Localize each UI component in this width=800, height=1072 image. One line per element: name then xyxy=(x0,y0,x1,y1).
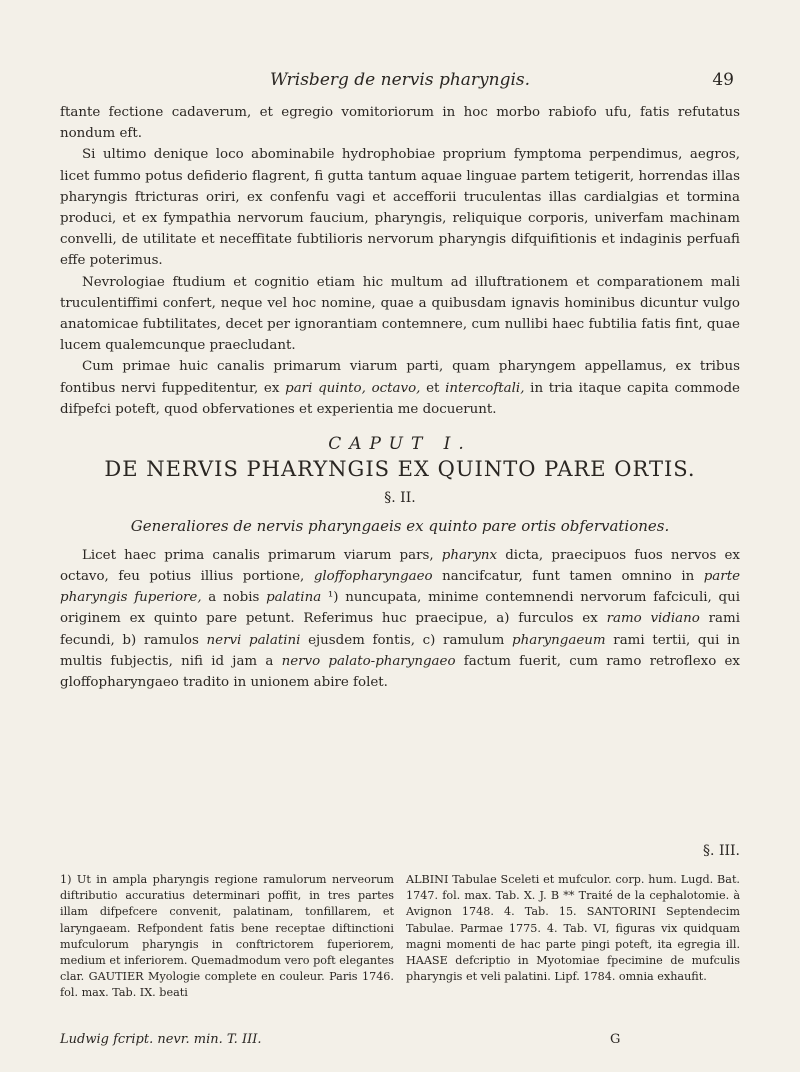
page-footer xyxy=(60,1032,740,1052)
main-text xyxy=(60,102,740,693)
caput-label: CAPUT I. xyxy=(328,434,472,455)
running-header xyxy=(60,70,740,92)
chapter-title: DE NERVIS PHARYNGIS EX QUINTO PARE ORTIS. xyxy=(104,457,696,482)
paragraph: Cum primae huic canalis primarum viarum parti, quam pharyngem appellamus, ex tribus fontibus nervi fuppeditentur, ex pari quinto, octavo, et intercoftali, in tria itaque capita commode difpefci poteft, quod obfervationes et experientia me docuerunt. xyxy=(60,359,740,417)
paragraph: ftante fectione cadaverum, et egregio vomitoriorum in hoc morbo rabiofo ufu, fatis refutatus nondum eft. xyxy=(60,105,740,142)
section-heading: Generaliores de nervis pharyngaeis ex quinto pare ortis obfervationes. xyxy=(130,516,670,535)
page-number: 49 xyxy=(712,70,734,90)
section-number: §. III. xyxy=(703,843,740,859)
running-title: Wrisberg de nervis pharyngis. xyxy=(269,70,531,90)
footnote-column-right: ALBINI Tabulae Sceleti et mufculor. corp. hum. Lugd. Bat. 1747. fol. max. Tab. X. J. B ** Traité de la cephalotomie. à Avignon 1748. 4. Tab. 15. SANTORINI Septendecim Tabulae. Parmae 1775. 4. Tab. VI, figuras vix quidquam magni momenti de hac parte pingi poteft, ita egregia ill. HAASE defcriptio in Myotomiae fpecimine de mufculis pharyngis et veli palatini. Lipf. 1784. omnia exhaufit. xyxy=(406,873,740,984)
paragraph: Licet haec prima canalis primarum viarum pars, pharynx dicta, praecipuos fuos nervos ex octavo, feu potius illius portione, gloffopharyngaeo nancifcatur, funt tamen omnino in parte pharyngis fuperiore, a nobis palatina ¹) nuncupata, minime contemnendi nervorum fafciculi, qui originem ex quinto pare petunt. Referimus huc praecipue, a) furculos ex ramo vidiano rami fecundi, b) ramulos nervi palatini ejusdem fontis, c) ramulum pharyngaeum rami tertii, qui in multis fubjectis, nifi id jam a nervo palato-pharyngaeo factum fuerit, cum ramo retroflexo ex gloffopharyngaeo tradito in unionem abire folet. xyxy=(60,547,740,691)
section-number: §. II. xyxy=(384,490,416,507)
signature-line: Ludwig fcript. nevr. min. T. III. xyxy=(60,1032,262,1047)
footnote-column-left: 1) Ut in ampla pharyngis regione ramulorum nerveorum diftributio accuratius determinari poffit, in tres partes illam difpefcere convenit, palatinam, tonfillarem, et laryngaeam. Refpondent fatis bene receptae diftinctioni mufculorum pharyngis in conftrictorem fuperiorem, medium et inferiorem. Quemadmodum vero poft elegantes clar. GAUTIER Myologie complete en couleur. Paris 1746. fol. max. Tab. IX. beati xyxy=(60,873,394,1000)
paragraph: Si ultimo denique loco abominabile hydrophobiae proprium fymptoma perpendimus, aegros, licet fummo potus defiderio flagrent, fi gutta tantum aquae linguae partem tetigerit, horrendas illas pharyngis ftricturas oriri, ex confenfu vagi et accefforii truculentas illas cardialgias et tormina produci, et ex fympathia nervorum faucium, pharyngis, reliquique corporis, univerfam machinam convelli, de utilitate et neceffitate fubtilioris nervorum pharyngis difquifitionis et indaginis perfuafi effe poterimus. xyxy=(60,147,740,269)
paragraph: Nevrologiae ftudium et cognitio etiam hic multum ad illuftrationem et comparationem mali truculentiffimi confert, neque vel hoc nomine, quae a quibusdam ignavis hominibus dicuntur vulgo anatomicae fubtilitates, decet per ignorantiam contemnere, cum nullibi haec fubtilia fatis fint, quae lucem qualemcunque praecludant. xyxy=(60,274,740,354)
signature-mark: G xyxy=(610,1032,621,1047)
